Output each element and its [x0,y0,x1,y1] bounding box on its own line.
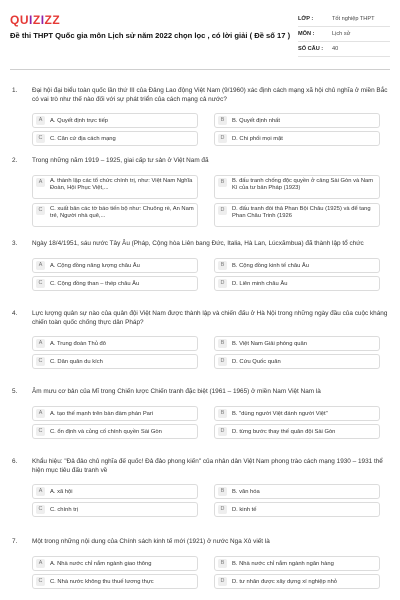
option-c[interactable] [32,424,198,439]
option-text: B. Cộng đồng kinh tế châu Âu [232,262,310,269]
option-text: B. đấu tranh chống độc quyền ở cảng Sài Gòn và Nam Kì của tư bản Pháp (1923) [232,178,374,192]
option-d[interactable] [214,203,380,227]
option-c[interactable] [32,203,198,227]
option-letter: C [36,134,45,143]
option-text: C. Căn cứ địa cách mạng [50,135,116,142]
option-b[interactable] [214,556,380,571]
option-text: C. chính trị [50,506,79,513]
option-d[interactable] [214,276,380,291]
option-text: D. Liên minh châu Âu [232,280,288,287]
option-b[interactable] [214,336,380,351]
option-b[interactable] [214,113,380,128]
option-letter: B [218,178,227,187]
document-header [0,0,400,64]
option-a[interactable] [32,484,198,499]
option-text: A. tạo thế mạnh trên bàn đàm phán Pari [50,410,154,417]
option-text: A. Quyết định trực tiếp [50,117,109,124]
option-b[interactable] [214,406,380,421]
option-d[interactable] [214,354,380,369]
option-c[interactable] [32,574,198,589]
question-text: Một trong những nội dung của Chính sách kinh tế mới (1921) ở nước Nga Xô viết là [32,538,270,545]
option-text: B. "dùng người Việt đánh người Việt" [232,410,328,417]
option-letter: A [36,261,45,270]
meta-label: SỐ CÂU : [298,46,324,52]
meta-row-class [298,12,390,27]
option-a[interactable] [32,406,198,421]
option-letter: D [218,134,227,143]
question-number: 5. [12,388,18,395]
option-letter: C [36,577,45,586]
option-letter: B [218,261,227,270]
option-letter: D [218,279,227,288]
option-text: A. Trung đoàn Thủ đô [50,340,106,347]
question-text: Khẩu hiệu: "Đả đảo chủ nghĩa đế quốc! Đả đảo phong kiến" của nhân dân Việt Nam phong trào cách mạng 1930 – 1931 thể hiện mục tiêu đấu tranh về [32,458,383,474]
option-text: D. từng bước thay thế quân đội Sài Gòn [232,428,336,435]
question-text: Âm mưu cơ bản của Mĩ trong Chiến lược Chiến tranh đặc biệt (1961 – 1965) ở miền Nam Việt Nam là [32,388,321,395]
option-letter: A [36,116,45,125]
question-number: 1. [12,87,18,94]
meta-value: 40 [332,46,339,52]
meta-label: MÔN : [298,31,315,37]
option-letter: B [218,409,227,418]
document-title: Đề thi THPT Quốc gia môn Lịch sử năm 2022 chọn lọc , có lời giải ( Đề số 17 ) [10,31,291,40]
option-a[interactable] [32,258,198,273]
option-text: C. ổn định và củng cố chính quyền Sài Gòn [50,428,162,435]
option-c[interactable] [32,276,198,291]
option-text: A. xã hội [50,488,73,495]
option-text: C. xuất bản các tờ báo tiến bộ như: Chuông rè, An Nam trẻ, Người nhà quê,... [50,206,194,220]
question-number: 6. [12,458,18,465]
document-meta [298,12,390,57]
option-text: C. Nhà nước không thu thuế lương thực [50,578,154,585]
question-number: 4. [12,310,18,317]
option-letter: C [36,206,45,215]
option-text: C. Dân quân du kích [50,358,103,365]
option-d[interactable] [214,131,380,146]
option-letter: C [36,505,45,514]
option-letter: C [36,279,45,288]
option-text: B. Quyết định nhất [232,117,281,124]
question-number: 2. [12,157,18,164]
option-text: B. Việt Nam Giải phóng quân [232,340,307,347]
question-number: 7. [12,538,18,545]
option-b[interactable] [214,175,380,199]
meta-row-question-count [298,42,390,57]
option-c[interactable] [32,502,198,517]
option-letter: D [218,357,227,366]
header-divider [10,69,390,70]
meta-label: LỚP : [298,16,314,22]
option-a[interactable] [32,556,198,571]
option-d[interactable] [214,574,380,589]
option-letter: B [218,487,227,496]
option-c[interactable] [32,354,198,369]
option-letter: A [36,487,45,496]
option-letter: C [36,357,45,366]
option-a[interactable] [32,336,198,351]
option-text: A. Nhà nước chỉ nắm ngành giao thông [50,560,152,567]
option-letter: B [218,116,227,125]
option-a[interactable] [32,175,198,199]
option-text: D. đấu tranh đòi thả Phan Bội Châu (1925) và để tang Phan Châu Trinh (1926 [232,206,371,220]
option-text: B. Nhà nước chỉ nắm ngành ngân hàng [232,560,334,567]
question-number: 3. [12,240,18,247]
option-d[interactable] [214,424,380,439]
option-b[interactable] [214,484,380,499]
option-letter: A [36,409,45,418]
option-text: A. Cộng đồng năng lượng châu Âu [50,262,140,269]
meta-value: Tốt nghiệp THPT [332,16,375,22]
option-text: B. văn hóa [232,488,260,495]
option-text: D. kinh tế [232,506,257,513]
option-b[interactable] [214,258,380,273]
option-text: C. Cộng đồng than – thép châu Âu [50,280,140,287]
option-text: D. Chi phối mọi mặt [232,135,283,142]
question-text: Lực lượng quân sự nào của quân đội Việt Nam được thành lập và chiến đấu ở Hà Nội trong những ngày đầu của cuộc kháng chiến toàn quốc chống thực dân Pháp? [32,310,388,326]
question-text: Đại hội đại biểu toàn quốc lần thứ III của Đảng Lao động Việt Nam (9/1960) xác định cách mạng xã hội chủ nghĩa ở miền Bắc có vai trò như thế nào đối với sự phát triển của cách mạng cả nước? [32,87,388,103]
option-letter: B [218,559,227,568]
option-text: A. thành lập các tổ chức chính trị, như: Việt Nam Nghĩa Đoàn, Hội Phục Việt,... [50,178,193,192]
option-letter: B [218,339,227,348]
option-letter: A [36,339,45,348]
question-text: Trong những năm 1919 – 1925, giai cấp tư sản ở Việt Nam đã [32,157,209,164]
option-letter: D [218,427,227,436]
option-letter: D [218,577,227,586]
option-letter: D [218,505,227,514]
option-letter: D [218,206,227,215]
quizizz-logo: QUIZIZZ [10,13,61,27]
option-d[interactable] [214,502,380,517]
option-text: D. tư nhân được xây dựng xí nghiệp nhỏ [232,578,338,585]
question-text: Ngày 18/4/1951, sáu nước Tây Âu (Pháp, Cộng hòa Liên bang Đức, Italia, Hà Lan, Lúcxămbua) đã thành lập tổ chức [32,240,364,247]
meta-value: Lịch sử [332,31,351,37]
option-c[interactable] [32,131,198,146]
option-a[interactable] [32,113,198,128]
option-letter: A [36,178,45,187]
meta-row-subject [298,27,390,42]
option-letter: C [36,427,45,436]
option-letter: A [36,559,45,568]
option-text: D. Cứu Quốc quân [232,358,281,365]
